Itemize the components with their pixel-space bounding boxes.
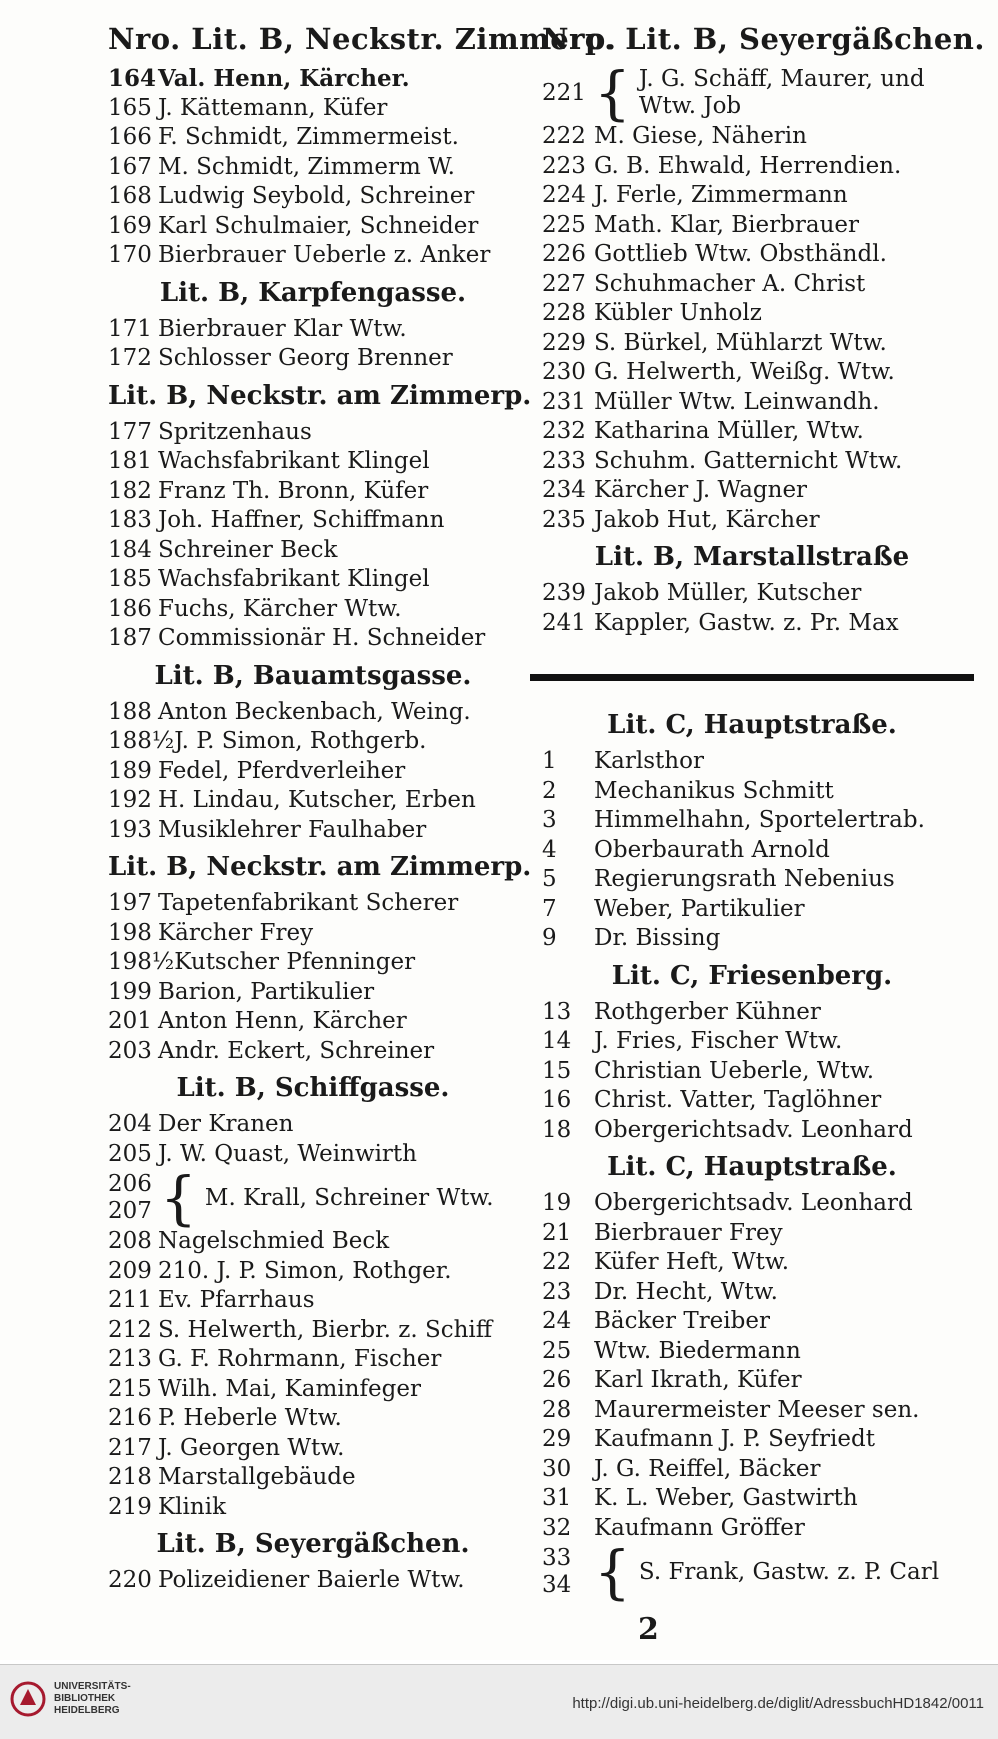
left-block-4 (108, 698, 518, 846)
entry-number: 228 (542, 300, 586, 326)
list-entry (542, 417, 962, 447)
brace-entry (542, 59, 962, 127)
entry-number: 4 (542, 836, 557, 863)
university-seal-icon (10, 1681, 46, 1717)
section-divider-rule (530, 674, 974, 681)
list-entry (542, 388, 962, 418)
entry-text: J. Fries, Fischer Wtw. (594, 1028, 843, 1054)
entry-number: 172 (108, 345, 152, 371)
list-entry (108, 595, 518, 625)
right-block-2 (542, 579, 962, 638)
list-entry (542, 270, 962, 300)
entry-text: J. Kättemann, Küfer (158, 94, 388, 121)
entry-text: Fedel, Pferdverleiher (158, 757, 406, 784)
list-entry (542, 152, 962, 182)
entry-text: K. L. Weber, Gastwirth (594, 1485, 858, 1511)
page-number: 2 (638, 1612, 659, 1647)
entry-text: Tapetenfabrikant Scherer (158, 890, 459, 916)
list-entry (542, 998, 962, 1028)
entry-number: 189 (108, 757, 152, 784)
entry-number: 171 (108, 315, 152, 342)
entry-text: Karl Ikrath, Küfer (594, 1367, 802, 1393)
entry-text: J. Ferle, Zimmermann (594, 182, 848, 208)
entry-number: 205 (108, 1140, 152, 1167)
entry-number: 18 (542, 1116, 572, 1143)
list-entry (542, 1027, 962, 1057)
entry-number: 167 (108, 153, 152, 180)
right-block-1 (542, 122, 962, 535)
entry-number: 9 (542, 925, 557, 951)
entry-number: 211 (108, 1287, 152, 1313)
entry-number: 220 (108, 1567, 152, 1593)
entry-number: 219 (108, 1493, 152, 1520)
list-entry (542, 1116, 962, 1146)
entry-number: 229 (542, 329, 586, 356)
section-heading: Lit. C, Hauptstraße. (607, 710, 897, 740)
entry-text: Jakob Müller, Kutscher (594, 580, 862, 606)
entry-text: 210. J. P. Simon, Rothger. (158, 1257, 452, 1284)
list-entry (108, 344, 518, 374)
list-entry (108, 506, 518, 536)
entry-number: 224 (542, 182, 586, 208)
list-entry (108, 1463, 518, 1493)
brace-glyph: { (594, 1538, 631, 1606)
entry-text: Küfer Heft, Wtw. (594, 1249, 790, 1275)
entry-number: 197 (108, 890, 152, 916)
entry-number: 186 (108, 595, 152, 622)
list-entry (108, 418, 518, 448)
list-entry (108, 1227, 518, 1257)
entry-text: M. Giese, Näherin (594, 123, 807, 149)
list-entry (542, 579, 962, 609)
entry-text: Karl Schulmaier, Schneider (158, 212, 479, 239)
list-entry (108, 1316, 518, 1346)
left-block-5 (108, 889, 518, 1066)
brace-glyph: { (160, 1164, 197, 1232)
list-entry (108, 123, 518, 153)
list-entry (542, 329, 962, 359)
entry-text: P. Heberle Wtw. (158, 1405, 342, 1431)
entry-number: 185 (108, 566, 152, 592)
entry-text: J. G. Reiffel, Bäcker (594, 1455, 821, 1482)
entry-text: H. Lindau, Kutscher, Erben (158, 787, 476, 813)
entry-text: Regierungsrath Nebenius (594, 866, 895, 892)
section-heading: Lit. B, Marstallstraße (594, 542, 910, 572)
entry-number: 15 (542, 1057, 572, 1084)
entry-text: Wachsfabrikant Klingel (158, 566, 430, 592)
list-entry (108, 978, 518, 1008)
list-entry (542, 924, 962, 954)
list-entry (542, 122, 962, 152)
left-block-1 (108, 64, 518, 271)
entry-number: 203 (108, 1037, 152, 1064)
list-entry (542, 1455, 962, 1485)
entry-text: S. Bürkel, Mühlarzt Wtw. (594, 329, 887, 356)
entry-text: Kutscher Pfenninger (174, 949, 416, 975)
entry-number: 164 (108, 65, 157, 92)
entry-text: Val. Henn, Kärcher. (158, 65, 410, 92)
entry-text: M. Krall, Schreiner Wtw. (204, 1184, 494, 1211)
entry-text: Ludwig Seybold, Schreiner (158, 183, 475, 209)
entry-text: Dr. Bissing (594, 925, 721, 951)
entry-number: 188½ (108, 728, 175, 754)
list-entry (542, 1278, 962, 1308)
entry-text: G. B. Ehwald, Herrendien. (594, 152, 902, 179)
left-block-3 (108, 418, 518, 654)
entry-number: 207 (108, 1198, 152, 1224)
list-entry (542, 211, 962, 241)
entry-text: Wachsfabrikant Klingel (158, 448, 430, 474)
list-entry (542, 1396, 962, 1426)
entry-text: Himmelhahn, Sportelertrab. (594, 807, 925, 833)
entry-text: Fuchs, Kärcher Wtw. (158, 595, 402, 622)
section-heading: Lit. C, Hauptstraße. (607, 1152, 897, 1182)
entry-text: Gottlieb Wtw. Obsthändl. (594, 241, 887, 267)
list-entry (542, 1057, 962, 1087)
brace-glyph: { (594, 59, 631, 127)
entry-number: 192 (108, 787, 152, 813)
entry-text: Polizeidiener Baierle Wtw. (158, 1567, 465, 1593)
entry-text: J. Georgen Wtw. (158, 1434, 345, 1461)
entry-text: Jakob Hut, Kärcher (594, 506, 820, 533)
entry-number: 169 (108, 212, 152, 239)
entry-text: Obergerichtsadv. Leonhard (594, 1190, 913, 1216)
entry-number: 34 (542, 1572, 572, 1598)
entry-number: 26 (542, 1367, 572, 1393)
entry-number: 215 (108, 1375, 152, 1402)
entry-text: Maurermeister Meeser sen. (594, 1396, 920, 1423)
entry-text: Kaufmann Gröffer (594, 1514, 805, 1541)
list-entry (108, 315, 518, 345)
list-entry (108, 64, 518, 94)
entry-number: 177 (108, 418, 152, 445)
list-entry (542, 836, 962, 866)
entry-number: 23 (542, 1278, 572, 1305)
entry-number: 233 (542, 447, 586, 474)
entry-number: 21 (542, 1219, 572, 1246)
entry-number: 208 (108, 1228, 152, 1254)
list-entry (108, 1257, 518, 1287)
entry-number: 213 (108, 1346, 152, 1372)
entry-text: Bierbrauer Frey (594, 1219, 783, 1246)
entry-text: Christian Ueberle, Wtw. (594, 1057, 875, 1084)
entry-number: 198 (108, 919, 152, 946)
entry-number: 232 (542, 418, 586, 444)
list-entry (542, 806, 962, 836)
entry-text: S. Frank, Gastw. z. P. Carl (638, 1558, 940, 1585)
entry-text: Ev. Pfarrhaus (158, 1287, 315, 1313)
entry-number: 25 (542, 1337, 572, 1364)
entry-text: Anton Beckenbach, Weing. (158, 698, 471, 725)
brace-entry (542, 1538, 962, 1606)
entry-text: Obergerichtsadv. Leonhard (594, 1116, 913, 1143)
entry-text: Der Kranen (158, 1111, 294, 1137)
entry-number: 212 (108, 1316, 152, 1343)
list-entry (108, 182, 518, 212)
entry-text: Rothgerber Kühner (594, 998, 821, 1025)
entry-text: Schreiner Beck (158, 536, 338, 563)
list-entry (108, 565, 518, 595)
entry-number: 241 (542, 609, 586, 636)
entry-number: 230 (542, 359, 586, 385)
entry-number: 31 (542, 1485, 572, 1511)
list-entry (108, 1375, 518, 1405)
entry-number: 188 (108, 698, 152, 725)
section-heading: Lit. B, Bauamtsgasse. (154, 660, 472, 691)
entry-text: J. P. Simon, Rothgerb. (174, 728, 427, 754)
entry-text: Kaufmann J. P. Seyfriedt (594, 1426, 875, 1452)
entry-text: Müller Wtw. Leinwandh. (594, 388, 880, 415)
source-url-link[interactable]: http://digi.ub.uni-heidelberg.de/diglit/AdressbuchHD1842/0011 (572, 1695, 984, 1712)
entry-text: Wilh. Mai, Kaminfeger (158, 1375, 421, 1402)
right-block-3 (542, 747, 962, 954)
entry-text: Kärcher J. Wagner (594, 477, 808, 503)
list-entry (108, 477, 518, 507)
entry-number: 168 (108, 183, 152, 209)
right-block-5 (542, 1189, 962, 1543)
list-entry (108, 1404, 518, 1434)
entry-number: 7 (542, 895, 557, 922)
list-entry (108, 816, 518, 846)
entry-number: 3 (542, 807, 557, 833)
entry-text: Marstallgebäude (158, 1464, 356, 1490)
entry-number: 199 (108, 978, 152, 1005)
list-entry (108, 889, 518, 919)
entry-text: Weber, Partikulier (594, 895, 805, 922)
list-entry (542, 506, 962, 536)
list-entry (108, 1345, 518, 1375)
entry-text: G. F. Rohrmann, Fischer (158, 1346, 442, 1372)
entry-text: S. Helwerth, Bierbr. z. Schiff (158, 1316, 493, 1343)
entry-text: Joh. Haffner, Schiffmann (158, 507, 445, 533)
entry-number: 5 (542, 866, 557, 892)
list-entry (542, 747, 962, 777)
entry-number: 14 (542, 1028, 572, 1054)
list-entry (108, 94, 518, 124)
left-block-6b (108, 1227, 518, 1522)
entry-number: 13 (542, 998, 572, 1025)
entry-number: 1 (542, 748, 557, 774)
list-entry (542, 299, 962, 329)
entry-number: 184 (108, 536, 152, 563)
footer-bar (0, 1664, 998, 1739)
entry-text: Math. Klar, Bierbrauer (594, 211, 859, 238)
list-entry (542, 1189, 962, 1219)
list-entry (542, 358, 962, 388)
entry-text: G. Helwerth, Weißg. Wtw. (594, 359, 895, 385)
list-entry (108, 786, 518, 816)
list-entry (108, 1566, 518, 1596)
entry-number: 193 (108, 816, 152, 843)
entry-text: Karlsthor (594, 748, 704, 774)
entry-number: 166 (108, 124, 152, 150)
list-entry (108, 1007, 518, 1037)
entry-text: Musiklehrer Faulhaber (158, 816, 427, 843)
entry-number: 24 (542, 1308, 572, 1334)
logo-line: HEIDELBERG (54, 1705, 120, 1716)
entry-text: Bierbrauer Klar Wtw. (158, 315, 407, 342)
list-entry (108, 948, 518, 978)
entry-number: 226 (542, 241, 586, 267)
entry-number: 204 (108, 1111, 152, 1137)
entry-number: 206 (108, 1171, 152, 1197)
entry-number: 217 (108, 1434, 152, 1461)
section-heading: Lit. B, Schiffgasse. (176, 1073, 450, 1103)
list-entry (542, 1484, 962, 1514)
entry-text: Klinik (158, 1493, 227, 1520)
right-block-4 (542, 998, 962, 1146)
library-logo[interactable] (10, 1681, 131, 1717)
entry-number: 16 (542, 1087, 572, 1113)
entry-number: 231 (542, 388, 586, 415)
entry-number: 29 (542, 1426, 572, 1452)
list-entry (108, 727, 518, 757)
list-entry (542, 1425, 962, 1455)
list-entry (542, 447, 962, 477)
list-entry (108, 1493, 518, 1523)
list-entry (542, 1219, 962, 1249)
entry-text: Dr. Hecht, Wtw. (594, 1278, 778, 1305)
entry-text: Andr. Eckert, Schreiner (158, 1037, 435, 1064)
entry-number: 181 (108, 448, 152, 474)
right-column-header: Nro. Lit. B, Seyergäßchen. (542, 22, 985, 56)
entry-number: 239 (542, 580, 586, 606)
entry-number: 30 (542, 1455, 572, 1482)
left-block-2 (108, 315, 518, 374)
entry-text: Katharina Müller, Wtw. (594, 418, 864, 444)
entry-text: Christ. Vatter, Taglöhner (594, 1087, 882, 1113)
entry-text: M. Schmidt, Zimmerm W. (158, 153, 455, 180)
entry-number: 218 (108, 1464, 152, 1490)
entry-number: 216 (108, 1405, 152, 1431)
list-entry (542, 181, 962, 211)
entry-text: J. G. Schäff, Maurer, und (638, 66, 925, 92)
list-entry (108, 919, 518, 949)
left-block-7 (108, 1566, 518, 1596)
list-entry (108, 536, 518, 566)
entry-text: Kübler Unholz (594, 300, 762, 326)
entry-text: Nagelschmied Beck (158, 1228, 390, 1254)
entry-text: Wtw. Biedermann (594, 1337, 801, 1364)
list-entry (108, 1286, 518, 1316)
entry-text: Schuhmacher A. Christ (594, 270, 866, 297)
list-entry (108, 153, 518, 183)
entry-number: 2 (542, 777, 557, 804)
list-entry (542, 609, 962, 639)
entry-text: F. Schmidt, Zimmermeist. (158, 124, 459, 150)
entry-text: Barion, Partikulier (158, 978, 375, 1005)
logo-line: BIBLIOTHEK (54, 1693, 116, 1704)
section-heading: Lit. B, Karpfengasse. (159, 277, 467, 308)
entry-number: 235 (542, 506, 586, 533)
entry-text: J. W. Quast, Weinwirth (158, 1140, 417, 1167)
entry-text: Kärcher Frey (158, 919, 314, 946)
entry-number: 201 (108, 1008, 152, 1034)
section-heading: Lit. C, Friesenberg. (611, 960, 893, 991)
entry-number: 227 (542, 270, 586, 297)
entry-number: 209 (108, 1257, 152, 1284)
entry-number: 32 (542, 1514, 572, 1541)
list-entry (542, 777, 962, 807)
entry-number: 182 (108, 477, 152, 504)
left-column-header: Nro. Lit. B, Neckstr. Zimmerp. (108, 22, 617, 56)
entry-number: 222 (542, 123, 586, 149)
entry-number: 221 (542, 79, 586, 106)
list-entry (108, 212, 518, 242)
entry-text: Bierbrauer Ueberle z. Anker (158, 242, 491, 268)
section-heading: Lit. B, Neckstr. am Zimmerp. (108, 380, 532, 411)
entry-text: Bäcker Treiber (594, 1308, 770, 1334)
list-entry (542, 240, 962, 270)
entry-text: Commissionär H. Schneider (158, 625, 486, 651)
list-entry (108, 241, 518, 271)
list-entry (542, 1307, 962, 1337)
entry-text: Schlosser Georg Brenner (158, 345, 453, 371)
entry-text: Wtw. Job (638, 93, 742, 119)
section-heading: Lit. B, Neckstr. am Zimmerp. (108, 852, 532, 882)
entry-number: 225 (542, 211, 586, 238)
entry-number: 22 (542, 1249, 572, 1275)
entry-text: Schuhm. Gatternicht Wtw. (594, 447, 903, 474)
entry-number: 19 (542, 1190, 572, 1216)
list-entry (108, 698, 518, 728)
entry-number: 33 (542, 1545, 572, 1571)
entry-text: Kappler, Gastw. z. Pr. Max (594, 609, 899, 636)
entry-number: 234 (542, 477, 586, 503)
list-entry (542, 895, 962, 925)
list-entry (108, 447, 518, 477)
list-entry (542, 1337, 962, 1367)
section-heading: Lit. B, Seyergäßchen. (156, 1529, 470, 1559)
entry-number: 187 (108, 625, 152, 651)
entry-number: 223 (542, 152, 586, 179)
entry-text: Franz Th. Bronn, Küfer (158, 477, 429, 504)
entry-number: 183 (108, 507, 152, 533)
entry-number: 165 (108, 94, 152, 121)
list-entry (108, 624, 518, 654)
brace-entry (108, 1164, 518, 1232)
entry-number: 198½ (108, 949, 175, 975)
list-entry (542, 865, 962, 895)
list-entry (542, 1086, 962, 1116)
entry-number: 170 (108, 242, 152, 268)
list-entry (108, 1434, 518, 1464)
list-entry (108, 1110, 518, 1140)
list-entry (542, 1248, 962, 1278)
list-entry (542, 476, 962, 506)
entry-number: 28 (542, 1396, 572, 1423)
left-block-6a (108, 1110, 518, 1169)
right-column (542, 14, 985, 1606)
entry-text: Mechanikus Schmitt (594, 777, 834, 804)
entry-text: Oberbaurath Arnold (594, 836, 830, 863)
list-entry (108, 757, 518, 787)
entry-text: Spritzenhaus (158, 418, 312, 445)
list-entry (542, 1366, 962, 1396)
entry-text: Anton Henn, Kärcher (158, 1008, 407, 1034)
list-entry (108, 1037, 518, 1067)
logo-line: UNIVERSITÄTS- (54, 1681, 131, 1692)
